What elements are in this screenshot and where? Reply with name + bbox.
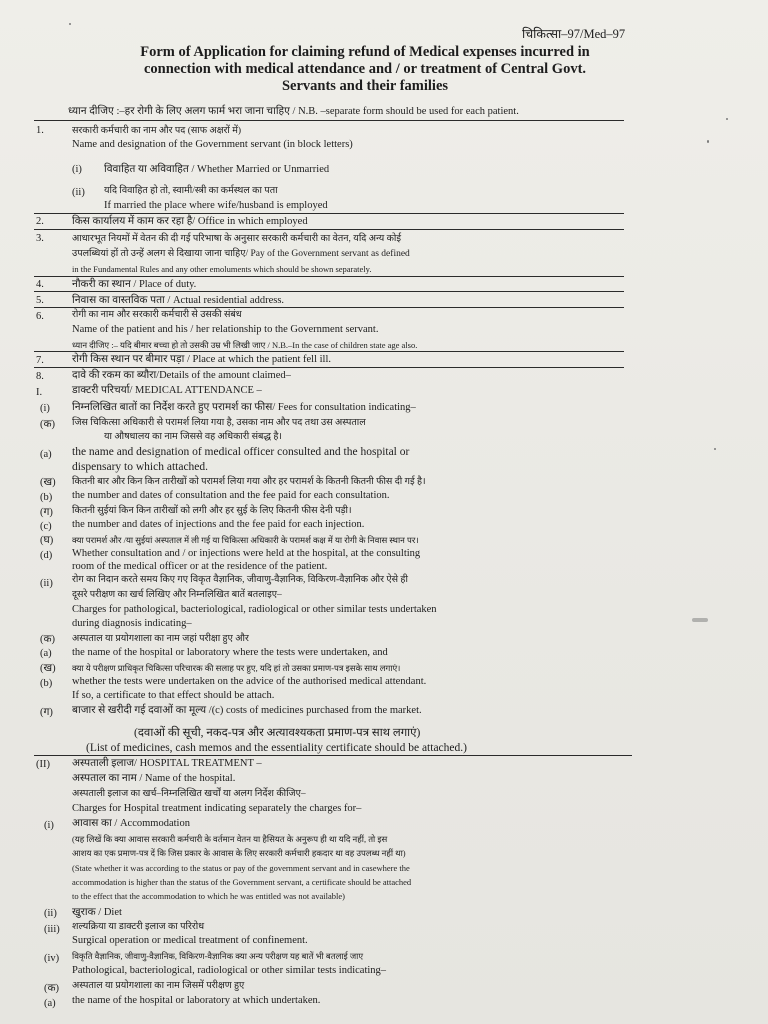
scan-speck [714,448,716,450]
item-number: (b) [40,492,53,503]
medicine-list-english: (List of medicines, cash memos and the essentiality certificate should be attached.) [86,742,467,754]
item-number: 1. [36,125,44,136]
item-number: (d) [40,550,53,561]
marital-status-label: विवाहित या अविवाहित / Whether Married or Unmarried [104,164,330,175]
item-number: (a) [44,998,56,1009]
accommodation-english-2: accommodation is higher than the status of the Government servant, a certificate should be attached [72,877,412,887]
scan-speck [69,23,71,25]
advice-english-2: If so, a certificate to that effect should be attach. [72,690,275,701]
hospital-charges-english: Charges for Hospital treatment indicating separately the charges for– [72,803,362,814]
consultation-dates-english: the number and dates of consultation and the fee paid for each consultation. [72,490,390,501]
hospital-charges-hindi: अस्पताली इलाज का खर्च–निम्नलिखित खर्चों या अलग निर्देश कीजिए– [72,789,306,799]
tests-hindi-1: रोग का निदान करते समय किए गए विकृत वैज्ञानिक, जीवाणु-वैज्ञानिक, विकिरण-वैज्ञानिक और ऐसे ही [72,575,408,585]
item-number: (ii) [40,578,53,589]
item-number: (iii) [44,924,60,935]
item-number: (b) [40,678,53,689]
injections-hindi: कितनी सुईयां किन किन तारीखों को लगी और हर सुई के लिए कितनी फीस देनी पड़ी। [72,506,352,516]
pay-hindi-2: उपलब्धियां हों तो उन्हें अलग से दिखाया जाना चाहिए/ Pay of the Government servant as defined [72,249,410,259]
surgery-english: Surgical operation or medical treatment of confinement. [72,935,308,946]
pay-english: in the Fundamental Rules and any other emoluments which should be shown separately. [72,264,372,274]
item-number: (ii) [72,187,85,198]
rule [34,367,624,368]
hospital-tests-hindi: विकृति वैज्ञानिक, जीवाणु-वैज्ञानिक, विकिरण-वैज्ञानिक क्या अन्य परीक्षण यह बातें भी बतलाई जाए [72,951,364,961]
amount-details-label: दावे की रकम का ब्यौरा/Details of the amount claimed– [72,370,291,381]
place-held-english-1: Whether consultation and / or injections were held at the hospital, at the consulting [72,548,421,559]
lab-name-hindi: अस्पताल या प्रयोगशाला का नाम जहां परीक्षा हुए और [72,634,249,644]
rule [34,229,624,230]
diet-label: खुराक / Diet [72,907,122,918]
item-number: 2. [36,216,44,227]
item-number: (ग) [40,507,53,518]
title-line-2: connection with medical attendance and / or treatment of Central Govt. [143,61,587,77]
hospital-tests-english: Pathological, bacteriological, radiological or other similar tests indicating– [72,965,387,976]
item-1-hindi: सरकारी कर्मचारी का नाम और पद (साफ अक्षरों में) [72,126,242,136]
patient-hindi: रोगी का नाम और सरकारी कर्मचारी से उसकी संबंध [72,310,242,320]
medical-officer-english-2: dispensary to which attached. [72,461,209,473]
lab-name-english: the name of the hospital or laboratory where the tests were undertaken, and [72,647,388,658]
item-number: (a) [40,648,52,659]
item-number: (i) [40,403,50,414]
tests-english-2: during diagnosis indicating– [72,618,192,629]
rule [34,755,632,756]
title-line-3: Servants and their families [281,78,449,94]
hospital-name-label: अस्पताल का नाम / Name of the hospital. [72,773,236,784]
rule [34,276,624,277]
item-number: 3. [36,233,44,244]
place-held-hindi: क्या परामर्श और /या सुईयां अस्पताल में ली गई या चिकित्सा अधिकारी के परामर्श कक्ष में या रोगी के निवास स्थान पर। [72,535,419,545]
form-code: चिकित्सा–97/Med–97 [522,27,626,41]
spouse-place-english: If married the place where wife/husband is employed [104,200,328,211]
place-fell-ill-label: रोगी किस स्थान पर बीमार पड़ा / Place at which the patient fell ill. [72,354,332,365]
scan-speck [726,118,728,120]
item-number: 4. [36,279,44,290]
item-number: 7. [36,355,44,366]
advice-english-1: whether the tests were undertaken on the advice of the authorised medical attendant. [72,676,427,687]
accommodation-english-3: to the effect that the accommodation to which he was entitled was not available) [72,891,345,901]
place-of-duty-label: नौकरी का स्थान / Place of duty. [72,279,197,290]
tests-english-1: Charges for pathological, bacteriological, radiological or other similar tests undertaken [72,604,437,615]
item-number: (क) [40,419,56,430]
medicine-list-hindi: (दवाओं की सूची, नकद-पत्र और अत्यावश्यकता प्रमाण-पत्र साथ लगाएं) [134,727,421,739]
rule [34,291,624,292]
residential-address-label: निवास का वास्तविक पता / Actual residential address. [72,295,285,306]
item-number: (ख) [40,477,56,488]
pay-hindi-1: आधारभूत नियमों में वेतन की दी गई परिभाषा के अनुसार सरकारी कर्मचारी का वेतन, यदि अन्य कोई [72,234,402,244]
item-number: (iv) [44,953,60,964]
item-number: (ग) [40,707,53,718]
item-number: (II) [36,759,50,770]
item-number: (a) [40,449,52,460]
injections-english: the number and dates of injections and the fee paid for each injection. [72,519,365,530]
consultation-dates-hindi: कितनी बार और किन किन तारीखों को परामर्श लिया गया और हर परामर्श के कितनी कितनी फीस दी गई है। [72,477,426,487]
rule [34,351,624,352]
item-number: (क) [44,983,60,994]
item-number: (ii) [44,908,57,919]
medicine-costs-label: बाजार से खरीदी गई दवाओं का मूल्य /(c) costs of medicines purchased from the market. [72,705,422,716]
item-number: 8. [36,371,44,382]
children-age-note: ध्यान दीजिए :– यदि बीमार बच्चा हो तो उसकी उम्र भी लिखी जाए / N.B.–In the case of children state age also. [72,340,418,350]
rule [34,120,624,121]
title-line-1: Form of Application for claiming refund of Medical expenses incurred in [140,44,590,60]
medical-officer-english-1: the name and designation of medical officer consulted and the hospital or [72,446,410,458]
tests-hindi-2: दूसरे परीक्षण का खर्च लिखिए और निम्नलिखित बातें बतलाइए– [72,590,282,600]
separate-form-note: ध्यान दीजिए :–हर रोगी के लिए अलग फार्म भरा जाना चाहिए / N.B. –separate form should be used for each patient. [68,106,519,117]
accommodation-english-1: (State whether it was according to the status or pay of the government servant and in casewhere the [72,863,410,873]
accommodation-hindi-1: (यह लिखें कि क्या आवास सरकारी कर्मचारी के वर्तमान वेतन या हैसियत के अनुरूप ही था यदि नहीं, तो इस [72,834,388,844]
item-number: 5. [36,295,44,306]
surgery-hindi: शल्यक्रिया या डाक्टरी इलाज का परिरोध [72,922,205,932]
place-held-english-2: room of the medical officer or at the residence of the patient. [72,561,328,572]
item-1-english: Name and designation of the Government servant (in block letters) [72,139,353,150]
advice-hindi: क्या ये परीक्षण प्राधिकृत चिकित्सा परिचारक की सलाह पर हुए, यदि हां तो उसका प्रमाण-पत्र इसके साथ लगाएं। [72,663,401,673]
accommodation-hindi-2: आशय का एक प्रमाण-पत्र दें कि जिस प्रकार के आवास के लिए सरकारी कर्मचारी हकदार था वह उपलब्ध नहीं था) [72,848,406,858]
patient-english: Name of the patient and his / her relationship to the Government servant. [72,324,379,335]
item-number: (घ) [40,535,54,546]
item-number: (क) [40,634,56,645]
rule [34,213,624,214]
item-number: (ख) [40,663,56,674]
item-number: I. [36,387,43,398]
item-number: (i) [72,164,82,175]
medical-attendance-heading: डाक्टरी परिचर्या/ MEDICAL ATTENDANCE – [72,385,262,396]
item-number: (i) [44,820,54,831]
hospital-lab-english: the name of the hospital or laboratory at which undertaken. [72,995,321,1006]
scan-speck [707,140,709,143]
accommodation-label: आवास का / Accommodation [72,818,190,829]
item-number: (c) [40,521,52,532]
spouse-place-hindi: यदि विवाहित हो तो, स्वामी/स्त्री का कर्मस्थल का पता [104,186,278,196]
hospital-treatment-heading: अस्पताली इलाज/ HOSPITAL TREATMENT – [72,758,262,769]
item-number: 6. [36,311,44,322]
form-title [60,44,670,95]
medical-officer-hindi-1: जिस चिकित्सा अधिकारी से परामर्श लिया गया है, उसका नाम और पद तथा उस अस्पताल [72,418,366,428]
hospital-lab-hindi: अस्पताल या प्रयोगशाला का नाम जिसमें परीक्षण हुए [72,981,245,991]
office-label: किस कार्यालय में काम कर रहा है/ Office in which employed [72,216,308,227]
medical-officer-hindi-2: या औषधालय का नाम जिससे वह अधिकारी संबद्ध है। [104,432,283,442]
consultation-fees-label: निम्नलिखित बातों का निर्देश करते हुए परामर्श का फीस/ Fees for consultation indicating– [72,402,416,413]
scan-smudge [692,618,708,622]
